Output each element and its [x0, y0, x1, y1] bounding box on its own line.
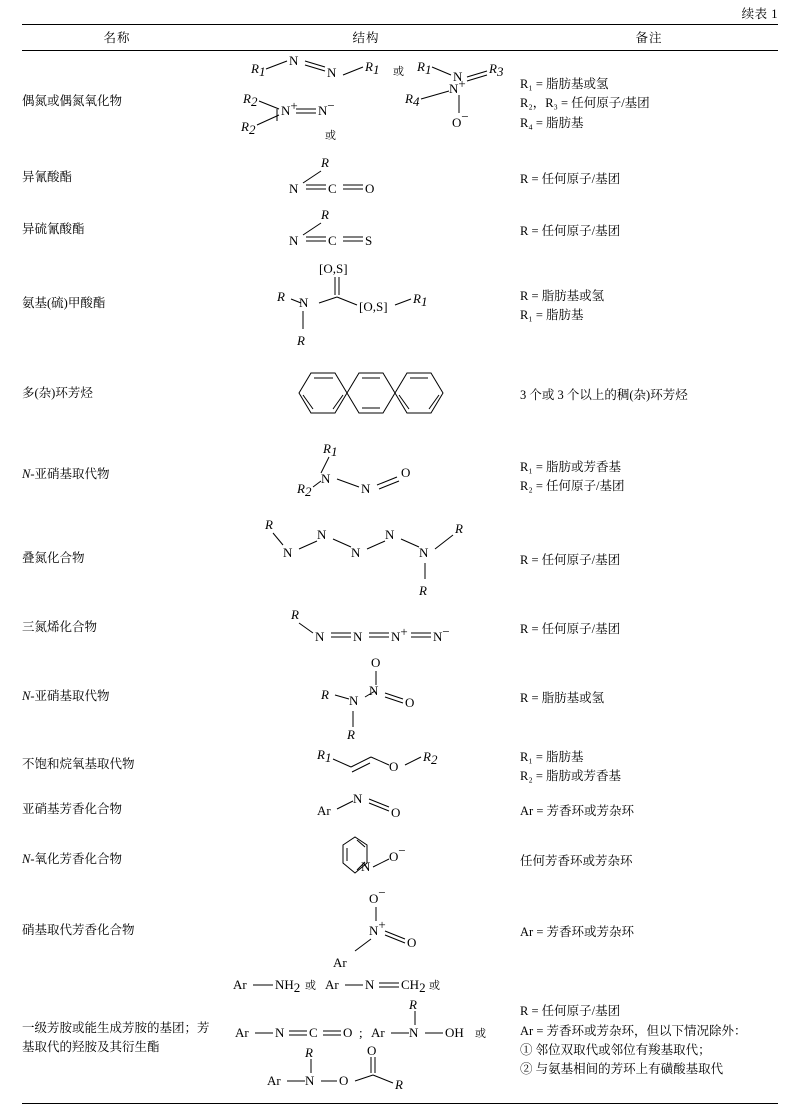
svg-text:R: R — [347, 727, 355, 741]
row-name-italic-prefix: N — [22, 466, 31, 481]
svg-text:OH: OH — [445, 1025, 464, 1040]
table-row — [22, 787, 778, 831]
svg-text:R4: R4 — [405, 91, 420, 109]
svg-text:Ar: Ar — [325, 977, 339, 992]
svg-text:[O,S]: [O,S] — [319, 261, 348, 276]
row-name — [22, 831, 212, 887]
table-row — [22, 651, 778, 741]
svg-text:Ar: Ar — [267, 1073, 281, 1088]
row-name: 硝基取代芳香化合物 — [22, 922, 135, 937]
svg-text:N: N — [305, 1073, 315, 1088]
note-line: R₁ = 脂肪或芳香基 — [520, 459, 621, 474]
triazene-structure-diagram — [221, 603, 511, 651]
svg-text:R: R — [291, 607, 299, 622]
n-nitro-structure-diagram — [221, 651, 511, 741]
carbamate-structure-diagram — [221, 255, 511, 351]
svg-text:R2: R2 — [241, 119, 256, 137]
svg-text:N: N — [361, 859, 371, 874]
row-notes — [520, 741, 778, 787]
svg-text:R: R — [321, 687, 329, 702]
svg-text:;: ; — [359, 1025, 363, 1040]
row-name: 不饱和烷氧基取代物 — [22, 756, 135, 771]
svg-text:R2: R2 — [423, 749, 438, 767]
svg-text:N: N — [369, 683, 379, 698]
row-notes — [520, 351, 778, 435]
svg-text:Ar: Ar — [333, 955, 347, 970]
row-name: 氨基(硫)甲酸酯 — [22, 295, 106, 310]
note-line: R₂ = 任何原子/基团 — [520, 479, 625, 493]
svg-text:R1: R1 — [413, 291, 428, 309]
table-header-row — [22, 25, 778, 51]
row-notes — [520, 513, 778, 603]
row-name: 亚硝基芳香化合物 — [22, 801, 123, 816]
note-line: ① 邻位双取代或邻位有羧基取代； — [520, 1043, 711, 1057]
svg-text:R: R — [321, 207, 329, 222]
n-oxide-aromatic-structure-diagram — [221, 831, 511, 887]
note-line: R = 脂肪基或氢 — [520, 288, 605, 303]
note-line: R = 任何原子/基团 — [520, 622, 621, 637]
row-structure — [212, 651, 520, 741]
svg-text:C: C — [328, 233, 337, 248]
svg-text:Ar: Ar — [371, 1025, 385, 1040]
row-structure — [212, 831, 520, 887]
svg-text:N+: N+ — [281, 98, 298, 118]
svg-text:O: O — [407, 935, 417, 950]
row-notes — [520, 151, 778, 203]
svg-text:N: N — [317, 527, 327, 542]
row-structure — [212, 513, 520, 603]
row-structure — [212, 603, 520, 651]
aryl-amine-structure-diagram — [221, 973, 511, 1103]
table-row — [22, 887, 778, 973]
svg-text:N: N — [315, 629, 325, 644]
svg-text:N: N — [365, 977, 375, 992]
continuation-label: 续表 1 — [741, 7, 778, 21]
svg-text:N+: N+ — [449, 76, 466, 96]
row-name — [22, 651, 212, 741]
polycyclic-aromatic-structure-diagram — [221, 351, 511, 435]
row-notes — [520, 887, 778, 973]
row-notes — [520, 435, 778, 513]
svg-text:R1: R1 — [251, 61, 266, 79]
row-name-italic-prefix: N — [22, 851, 31, 866]
svg-text:N: N — [289, 233, 299, 248]
svg-text:R: R — [277, 289, 285, 304]
note-line: 任何芳香环或芳杂环 — [520, 854, 633, 869]
svg-text:R: R — [297, 333, 305, 348]
row-name: 多(杂)环芳烃 — [22, 385, 93, 400]
row-name — [22, 435, 212, 513]
svg-text:N: N — [361, 481, 371, 496]
note-line: R₂，R₃ = 任何原子/基团 — [520, 96, 650, 111]
svg-text:N: N — [453, 69, 463, 84]
row-structure — [212, 787, 520, 831]
row-notes — [520, 51, 778, 152]
n-nitroso-structure-diagram — [221, 435, 511, 513]
svg-text:N: N — [283, 545, 293, 560]
svg-text:O−: O− — [389, 843, 406, 864]
svg-text:N: N — [353, 791, 363, 806]
isothiocyanate-structure-diagram — [221, 203, 511, 255]
column-header-structure: 结构 — [212, 25, 520, 51]
svg-text:R: R — [305, 1045, 313, 1060]
svg-text:O−: O− — [369, 887, 386, 906]
svg-text:R2: R2 — [243, 91, 258, 109]
svg-text:C: C — [309, 1025, 318, 1040]
svg-text:N: N — [289, 181, 299, 196]
nitroaryl-structure-diagram — [221, 887, 511, 973]
row-structure — [212, 973, 520, 1104]
azo-structure-diagram — [221, 51, 511, 151]
column-header-notes: 备注 — [520, 25, 778, 51]
row-structure — [212, 203, 520, 255]
svg-text:R3: R3 — [489, 61, 504, 79]
svg-text:S: S — [365, 233, 373, 248]
column-header-name: 名称 — [22, 25, 212, 51]
svg-text:N: N — [299, 295, 309, 310]
table-row — [22, 51, 778, 152]
note-line: ② 与氨基相间的芳环上有磺酸基取代 — [520, 1062, 724, 1077]
row-structure — [212, 887, 520, 973]
note-line: 3 个或 3 个以上的稠(杂)环芳烃 — [520, 388, 688, 403]
row-structure — [212, 351, 520, 435]
svg-text:O: O — [339, 1073, 349, 1088]
svg-text:O: O — [343, 1025, 353, 1040]
note-line: R₁ = 脂肪基 — [520, 749, 584, 764]
table-row — [22, 741, 778, 787]
svg-text:N−: N− — [318, 98, 335, 118]
azide-structure-diagram — [221, 513, 511, 603]
note-line: R₁ = 脂肪基 — [520, 308, 584, 322]
note-line: R₄ = 脂肪基 — [520, 115, 584, 130]
row-name: 叠氮化合物 — [22, 550, 85, 565]
svg-text:O: O — [391, 805, 401, 820]
table-row — [22, 513, 778, 603]
svg-text:R1: R1 — [317, 747, 332, 765]
row-notes — [520, 651, 778, 741]
svg-text:Ar: Ar — [317, 803, 331, 818]
svg-text:或: 或 — [475, 1028, 486, 1040]
svg-text:N+: N+ — [391, 624, 408, 644]
svg-text:N: N — [327, 65, 337, 80]
svg-text:R: R — [265, 517, 273, 532]
svg-text:[O,S]: [O,S] — [359, 299, 388, 314]
svg-text:O: O — [371, 655, 381, 670]
unsaturated-alkoxy-structure-diagram — [221, 741, 511, 787]
svg-text:R2: R2 — [297, 481, 312, 499]
svg-text:R: R — [455, 521, 463, 536]
row-name: 三氮烯化合物 — [22, 619, 98, 634]
svg-text:R: R — [321, 155, 329, 170]
svg-text:O: O — [365, 181, 375, 196]
table-row — [22, 203, 778, 255]
row-notes — [520, 255, 778, 351]
row-name-text: -亚硝基取代物 — [30, 688, 110, 703]
svg-text:N: N — [385, 527, 395, 542]
svg-text:或: 或 — [393, 66, 404, 78]
svg-text:O: O — [401, 465, 411, 480]
svg-text:或: 或 — [325, 130, 336, 142]
svg-text:O: O — [389, 759, 399, 774]
row-name: 一级芳胺或能生成芳胺的基团；芳基取代的羟胺及其衍生酯 — [22, 973, 212, 1104]
note-line: R = 脂肪基或氢 — [520, 691, 605, 706]
svg-text:R: R — [395, 1077, 403, 1092]
compound-structure-table — [22, 24, 778, 1104]
svg-text:Ar: Ar — [233, 977, 247, 992]
row-notes — [520, 603, 778, 651]
svg-text:R1: R1 — [365, 59, 380, 77]
row-structure — [212, 741, 520, 787]
svg-text:N+: N+ — [369, 917, 386, 938]
note-line: Ar = 芳香环或芳杂环 — [520, 804, 634, 819]
nitrosoaryl-structure-diagram — [221, 787, 511, 831]
svg-text:C: C — [328, 181, 337, 196]
table-row — [22, 603, 778, 651]
svg-text:N: N — [409, 1025, 419, 1040]
table-row — [22, 973, 778, 1104]
svg-text:R1: R1 — [323, 441, 338, 459]
svg-text:R1: R1 — [417, 59, 432, 77]
svg-text:N: N — [351, 545, 361, 560]
row-structure — [212, 255, 520, 351]
svg-text:R: R — [419, 583, 427, 598]
row-name: 异氰酸酯 — [22, 169, 73, 184]
svg-text:或: 或 — [429, 980, 440, 992]
row-structure — [212, 51, 520, 152]
row-name-italic-prefix: N — [22, 688, 31, 703]
svg-text:N: N — [275, 1025, 285, 1040]
isocyanate-structure-diagram — [221, 151, 511, 203]
note-line: Ar = 芳香环或芳杂环，但以下情况除外： — [520, 1023, 747, 1038]
svg-text:N: N — [289, 53, 299, 68]
svg-text:N: N — [353, 629, 363, 644]
svg-text:或: 或 — [305, 980, 316, 992]
row-notes — [520, 973, 778, 1104]
row-structure — [212, 435, 520, 513]
svg-text:NH2: NH2 — [275, 977, 301, 995]
svg-text:N: N — [419, 545, 429, 560]
note-line: R₂ = 脂肪或芳香基 — [520, 769, 621, 783]
svg-text:N: N — [349, 693, 359, 708]
svg-text:O: O — [367, 1043, 377, 1058]
row-notes — [520, 831, 778, 887]
row-name-text: -氧化芳香化合物 — [30, 851, 123, 866]
table-row — [22, 351, 778, 435]
table-row — [22, 255, 778, 351]
svg-text:R: R — [409, 997, 417, 1012]
svg-text:O−: O− — [452, 109, 469, 130]
note-line: R = 任何原子/基团 — [520, 1004, 621, 1019]
note-line: Ar = 芳香环或芳杂环 — [520, 925, 634, 940]
note-line: R = 任何原子/基团 — [520, 553, 621, 568]
svg-text:N: N — [321, 471, 331, 486]
note-line: R₁ = 脂肪基或氢 — [520, 76, 609, 91]
svg-text:CH2: CH2 — [401, 977, 426, 995]
row-notes — [520, 787, 778, 831]
note-line: R = 任何原子/基团 — [520, 224, 621, 239]
row-name: 异硫氰酸酯 — [22, 221, 85, 236]
row-name-text: -亚硝基取代物 — [30, 466, 110, 481]
row-structure — [212, 151, 520, 203]
row-name: 偶氮或偶氮氧化物 — [22, 93, 123, 108]
svg-text:Ar: Ar — [235, 1025, 249, 1040]
table-row — [22, 831, 778, 887]
table-row — [22, 435, 778, 513]
svg-text:N−: N− — [433, 624, 450, 644]
note-line: R = 任何原子/基团 — [520, 172, 621, 187]
row-notes — [520, 203, 778, 255]
svg-text:O: O — [405, 695, 415, 710]
table-row — [22, 151, 778, 203]
